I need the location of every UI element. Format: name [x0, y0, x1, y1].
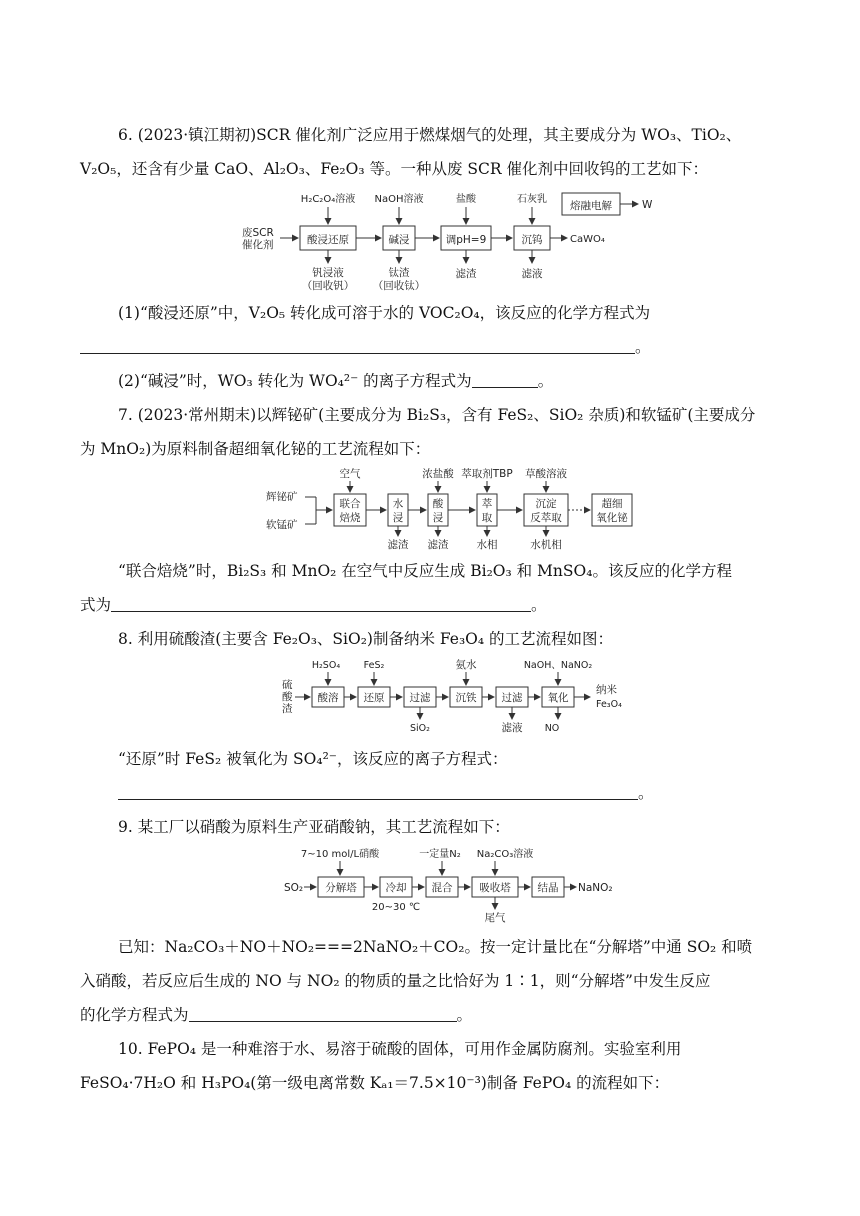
q9-line1: 9. 某工厂以硝酸为原料生产亚硝酸钠，其工艺流程如下： — [118, 818, 510, 836]
q7-text2: 式为 — [80, 596, 112, 614]
q9-reagent-1: 7~10 mol/L硝酸 — [300, 849, 380, 860]
q6-reagent-3: 盐酸 — [456, 194, 476, 205]
q6-start-1: 废SCR — [242, 227, 274, 239]
q7-line1: 7. (2023·常州期末)以辉铋矿(主要成分为 Bi₂S₃，含有 FeS₂、SiO₂ 杂质)和软锰矿(主要成分 — [118, 406, 756, 424]
q9-waste: 尾气 — [484, 912, 506, 924]
q8-step-3: 过滤 — [409, 692, 431, 704]
q7-step-2a: 水 — [392, 498, 404, 510]
q8-reagent-3: 氨水 — [455, 659, 477, 671]
q6-output-3: 钛渣 — [388, 267, 410, 279]
q7-step-6b: 氧化铋 — [596, 512, 628, 524]
q8-text1: “还原”时 FeS₂ 被氧化为 SO₄²⁻，该反应的离子方程式： — [118, 750, 508, 768]
q6-output-1: 钒浸液 — [312, 267, 344, 279]
q10-line1: 10. FePO₄ 是一种难溶于水、易溶于硫酸的固体，可用作金属防腐剂。实验室利用 — [118, 1040, 682, 1058]
q6-step-4: 沉钨 — [521, 234, 543, 246]
q7-reagent-4: 草酸溶液 — [525, 468, 567, 480]
q9-reagent-2: 一定量N₂ — [419, 849, 461, 860]
q7-step-3b: 浸 — [432, 512, 444, 524]
q7-reagent-1: 空气 — [339, 468, 361, 480]
q6-output-5: 滤渣 — [455, 268, 477, 280]
q7-step-4a: 萃 — [481, 498, 493, 510]
q9-step-2: 冷却 — [385, 882, 407, 894]
q6-output-4: （回收钛） — [372, 280, 426, 292]
q8-output-1: SiO₂ — [410, 723, 430, 734]
q8-start-3: 渣 — [282, 703, 293, 715]
q6-start-2: 催化剂 — [242, 239, 274, 251]
q6-product-cawo4: CaWO₄ — [570, 234, 605, 245]
q7-reagent-2: 浓盐酸 — [422, 468, 454, 480]
q9-text3-end: 。 — [456, 1006, 473, 1024]
q6-output-6: 滤液 — [521, 268, 543, 280]
q8-step-6: 氧化 — [547, 692, 569, 704]
q8-start-1: 硫 — [282, 679, 293, 691]
q7-text1: “联合焙烧”时，Bi₂S₃ 和 MnO₂ 在空气中反应生成 Bi₂O₃ 和 MnSO₄。该反应的化学方程 — [118, 562, 732, 580]
q8-step-5: 过滤 — [501, 692, 523, 704]
q7-input-2: 软锰矿 — [266, 519, 298, 531]
q6-sub1: (1)“酸浸还原”中，V₂O₅ 转化成可溶于水的 VOC₂O₄，该反应的化学方程式为 — [118, 304, 651, 322]
q6-sub2-end: 。 — [537, 372, 554, 390]
q6-step-1: 酸浸还原 — [307, 234, 349, 246]
q6-step-2: 碱浸 — [388, 234, 410, 246]
q8-step-4: 沉铁 — [455, 692, 477, 704]
q6-product-w: W — [642, 199, 653, 211]
q9-product: NaNO₂ — [578, 882, 613, 894]
q7-line2: 为 MnO₂)为原料制备超细氧化铋的工艺流程如下： — [80, 440, 431, 458]
q7-step-1a: 联合 — [339, 498, 361, 510]
q9-step-4: 吸收塔 — [479, 882, 511, 894]
q9-reagent-3: Na₂CO₃溶液 — [476, 849, 534, 860]
q6-sub2: (2)“碱浸”时，WO₃ 转化为 WO₄²⁻ 的离子方程式为 — [118, 372, 472, 390]
q7-output-2: 滤渣 — [427, 539, 449, 551]
q8-reagent-1: H₂SO₄ — [311, 660, 341, 671]
q7-step-3a: 酸 — [432, 498, 444, 510]
q8-step-1: 酸溶 — [317, 692, 339, 704]
q9-blank[interactable] — [189, 1003, 457, 1022]
q8-output-2: 滤液 — [501, 722, 523, 734]
q7-step-2b: 浸 — [392, 512, 404, 524]
q8-step-2: 还原 — [363, 692, 385, 704]
q7-output-3: 水相 — [476, 539, 498, 551]
q7-output-1: 滤渣 — [387, 539, 409, 551]
q9-text3-line — [80, 998, 780, 1032]
q8-line1: 8. 利用硫酸渣(主要含 Fe₂O₃、SiO₂)制备纳米 Fe₃O₄ 的工艺流程如图： — [118, 630, 614, 648]
q7-reagent-3: 萃取剂TBP — [461, 468, 513, 480]
q7-input-1: 辉铋矿 — [266, 491, 298, 503]
q8-text-end: 。 — [638, 784, 654, 802]
q7-output-4: 水机相 — [530, 539, 562, 551]
q6-reagent-2: NaOH溶液 — [374, 194, 424, 205]
q8-output-3: NO — [544, 723, 560, 734]
q6-reagent-4: 石灰乳 — [517, 194, 547, 205]
q7-text2-end: 。 — [531, 596, 547, 614]
q9-condition: 20~30 ℃ — [371, 902, 421, 913]
q7-step-1b: 焙烧 — [339, 512, 361, 524]
q8-start-2: 酸 — [282, 691, 293, 703]
q7-step-5a: 沉淀 — [535, 498, 557, 510]
q6-step-3: 调pH=9 — [445, 234, 487, 246]
q9-text3: 的化学方程式为 — [80, 1006, 189, 1024]
q9-text2: 入硝酸，若反应后生成的 NO 与 NO₂ 的物质的量之比恰好为 1∶1，则“分解塔”中发生反应 — [80, 972, 711, 990]
q6-line1: 6. (2023·镇江期初)SCR 催化剂广泛应用于燃煤烟气的处理，其主要成分为 WO₃、TiO₂、 — [118, 126, 742, 144]
q6-line2: V₂O₅，还含有少量 CaO、Al₂O₃、Fe₂O₃ 等。一种从废 SCR 催化剂中回收钨的工艺如下： — [80, 160, 708, 178]
q9-start: SO₂ — [284, 882, 304, 894]
q9-step-1: 分解塔 — [325, 882, 357, 894]
q9-step-5: 结晶 — [537, 882, 559, 894]
q6-sub1-end: 。 — [635, 338, 651, 356]
q9-step-3: 混合 — [431, 882, 453, 894]
q7-step-4b: 取 — [481, 512, 493, 524]
q8-product-2: Fe₃O₄ — [596, 699, 622, 710]
q8-reagent-4: NaOH、NaNO₂ — [523, 660, 593, 671]
q7-step-5b: 反萃取 — [530, 512, 562, 524]
q10-line2: FeSO₄·7H₂O 和 H₃PO₄(第一级电离常数 Kₐ₁＝7.5×10⁻³)制备 FePO₄ 的流程如下： — [80, 1074, 670, 1092]
q6-reagent-1: H₂C₂O₄溶液 — [300, 194, 356, 205]
q6-step-5: 熔融电解 — [570, 200, 612, 212]
q8-product-1: 纳米 — [596, 684, 617, 696]
q9-text1: 已知：Na₂CO₃＋NO＋NO₂===2NaNO₂＋CO₂。按一定计量比在“分解塔”中通 SO₂ 和喷 — [118, 938, 753, 956]
q8-reagent-2: FeS₂ — [363, 660, 385, 671]
q6-output-2: （回收钒） — [301, 280, 355, 292]
q7-step-6a: 超细 — [601, 498, 623, 510]
